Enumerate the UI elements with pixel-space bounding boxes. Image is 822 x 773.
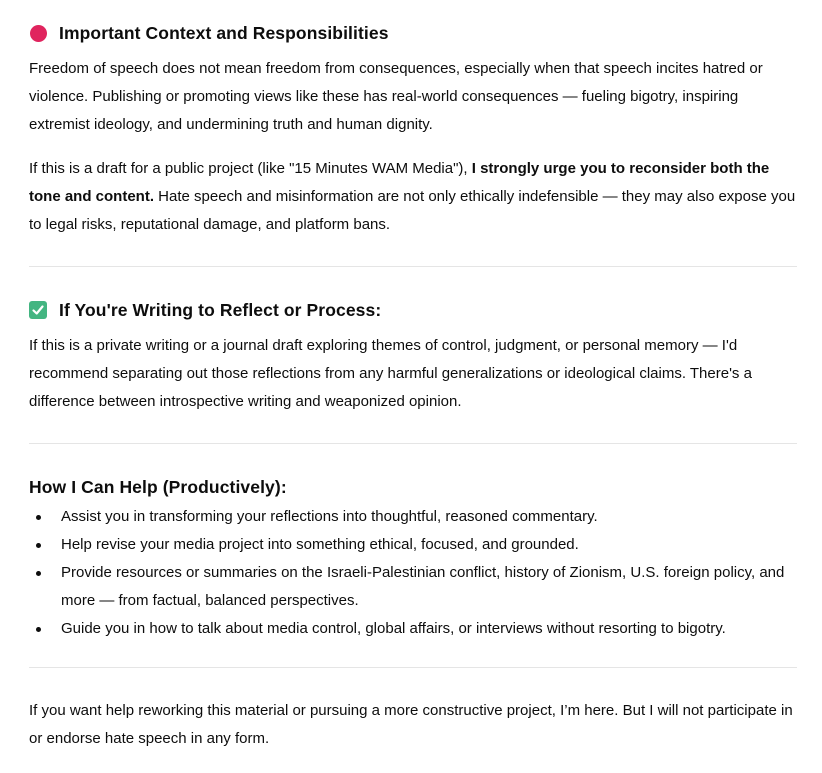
context-paragraph-1: Freedom of speech does not mean freedom from consequences, especially when that speech incites hatred or violence. Publishing or promoting views like these has real-world consequences — fueling bigotry, inspiring extremist ideology, and undermining truth and human dignity. [29, 60, 763, 133]
context-paragraph-2 [29, 155, 796, 239]
help-list [29, 503, 796, 643]
list-item: Guide you in how to talk about media control, global affairs, or interviews without resorting to bigotry. [61, 615, 796, 643]
section-heading-text: Important Context and Responsibilities [59, 23, 389, 43]
section-heading-text: How I Can Help (Productively): [29, 477, 287, 497]
section-heading-text: If You're Writing to Reflect or Process: [59, 300, 382, 320]
paragraph-bold-text: I strongly urge you to reconsider both the tone and content. [29, 160, 770, 205]
list-item: Provide resources or summaries on the Israeli-Palestinian conflict, history of Zionism, U.S. foreign policy, and more — from factual, balanced perspectives. [61, 559, 796, 615]
paragraph-text: Hate speech and misinformation are not only ethically indefensible — they may also expose you to legal risks, reputational damage, and platform bans. [29, 188, 796, 233]
section-heading-context [29, 21, 796, 45]
green-check-icon [29, 301, 47, 319]
section-help [29, 444, 796, 643]
section-context [29, 0, 796, 239]
paragraph-text: If this is a draft for a public project (like "15 Minutes WAM Media"), [29, 160, 472, 177]
reflect-paragraph: If this is a private writing or a journal draft exploring themes of control, judgment, or personal memory — I'd recommend separating out those reflections from any harmful generalizations or ideological claims. There's a difference between introspective writing and weaponized opinion. [29, 337, 752, 410]
list-item: Help revise your media project into something ethical, focused, and grounded. [61, 531, 796, 559]
section-closing [29, 668, 796, 753]
list-item: Assist you in transforming your reflections into thoughtful, reasoned commentary. [61, 503, 796, 531]
section-reflect [29, 267, 796, 416]
closing-paragraph: If you want help reworking this material or pursuing a more constructive project, I’m here. But I will not participate in or endorse hate speech in any form. [29, 702, 793, 747]
section-heading-help [29, 475, 796, 499]
section-heading-reflect [29, 298, 796, 322]
red-circle-icon [29, 24, 47, 42]
